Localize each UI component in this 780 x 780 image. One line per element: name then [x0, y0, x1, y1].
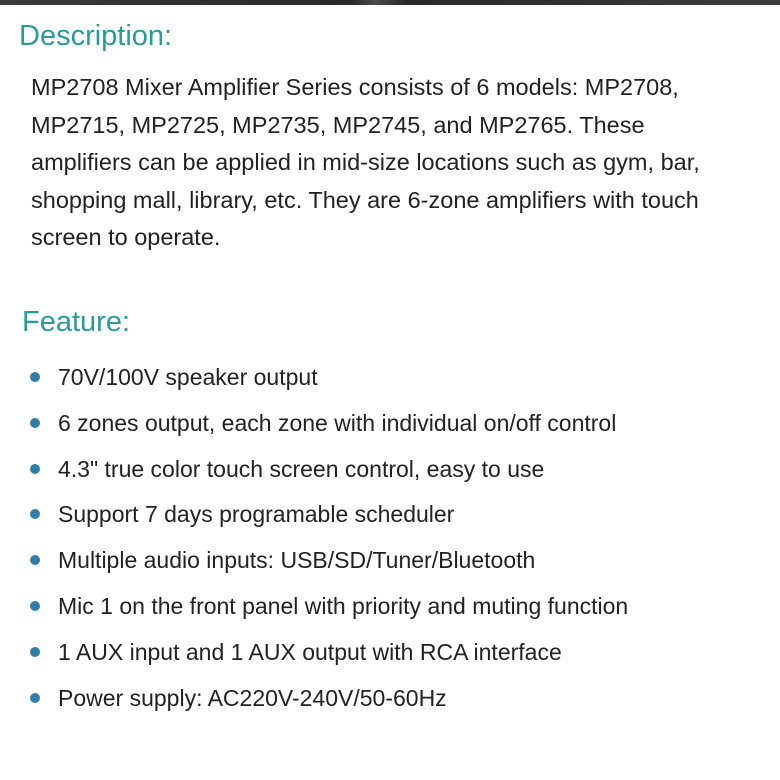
feature-item-text: 70V/100V speaker output — [58, 364, 318, 390]
feature-item — [0, 447, 780, 493]
feature-heading: Feature: — [22, 306, 130, 338]
feature-item — [0, 676, 780, 722]
feature-item-text: 6 zones output, each zone with individual on/off control — [58, 409, 617, 436]
description-paragraph: MP2708 Mixer Amplifier Series consists of 6 models: MP2708, MP2715, MP2725, MP2735, MP2745, and MP2765. These amplifiers can be applied in mid-size locations such as gym, bar, shopping mall, library, etc. They are 6-zone amplifiers with touch screen to operate. — [31, 74, 700, 250]
bullet-icon — [30, 464, 40, 474]
bullet-icon — [30, 647, 40, 657]
feature-item — [0, 538, 780, 584]
feature-item-text: Multiple audio inputs: USB/SD/Tuner/Bluetooth — [58, 547, 536, 574]
feature-item-text: Mic 1 on the front panel with priority and muting function — [58, 592, 629, 619]
feature-item-text: Power supply: AC220V-240V/50-60Hz — [58, 684, 447, 711]
feature-item-text: Support 7 days programable scheduler — [58, 501, 455, 528]
feature-item-text: 4.3" true color touch screen control, easy to use — [58, 455, 545, 482]
description-heading: Description: — [19, 20, 173, 52]
top-image-edge — [0, 0, 780, 5]
bullet-icon — [30, 418, 40, 428]
bullet-icon — [30, 372, 40, 382]
feature-item — [0, 630, 780, 676]
bullet-icon — [30, 601, 40, 611]
feature-item — [0, 355, 780, 401]
feature-item-text: 1 AUX input and 1 AUX output with RCA interface — [58, 638, 562, 665]
feature-item — [0, 492, 780, 538]
feature-item — [0, 584, 780, 630]
bullet-icon — [30, 509, 40, 519]
bullet-icon — [30, 693, 40, 703]
bullet-icon — [30, 555, 40, 565]
feature-item — [0, 401, 780, 447]
feature-list — [0, 355, 780, 721]
